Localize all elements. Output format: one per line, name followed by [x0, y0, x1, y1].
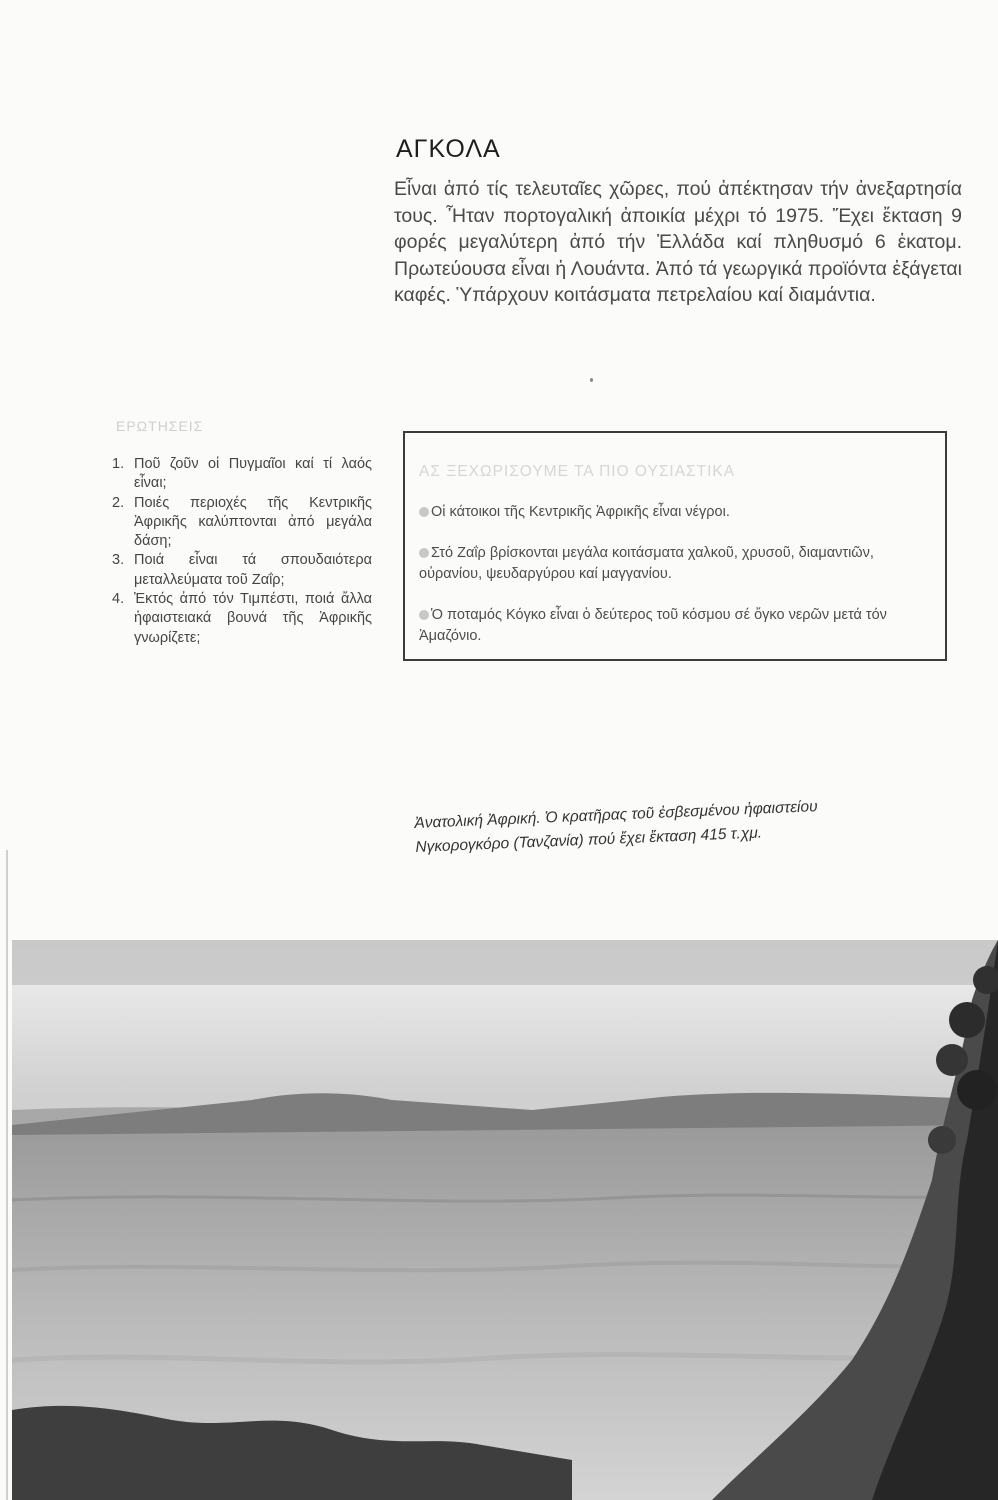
question-number: 2. — [112, 494, 125, 511]
questions-heading: ΕΡΩΤΗΣΕΙΣ — [116, 418, 204, 434]
summary-item — [419, 605, 939, 647]
question-item — [112, 494, 372, 552]
summary-box — [403, 431, 947, 661]
question-number: 4. — [112, 591, 125, 608]
question-text: Ποιά εἶναι τά σπουδαιότερα μεταλλεύματα τοῦ Ζαΐρ; — [134, 552, 372, 588]
questions-list — [112, 455, 372, 648]
photo-caption — [414, 790, 946, 860]
question-number: 1. — [112, 456, 125, 472]
question-text: Ἐκτός ἀπό τόν Τιμπέστι, ποιά ἄλλα ἡφαιστειακά βουνά τῆς Ἀφρικῆς γνωρίζετε; — [134, 591, 372, 646]
summary-item-text: Στό Ζαΐρ βρίσκονται μεγάλα κοιτάσματα χαλκοῦ, χρυσοῦ, διαμαντιῶν, οὐρανίου, ψευδαργύρου καί μαγγανίου. — [419, 545, 874, 582]
photo-graphic — [12, 940, 998, 1500]
question-item — [112, 590, 372, 648]
bullet-icon — [419, 507, 429, 517]
summary-item-text: Ὁ ποταμός Κόγκο εἶναι ὁ δεύτερος τοῦ κόσμου σέ ὄγκο νερῶν μετά τόν Ἀμαζόνιο. — [419, 607, 887, 644]
summary-item-text: Οἱ κάτοικοι τῆς Κεντρικῆς Ἀφρικῆς εἶναι νέγροι. — [431, 504, 730, 520]
question-text: Ποιές περιοχές τῆς Κεντρικῆς Ἀφρικῆς καλύπτονται ἀπό μεγάλα δάση; — [134, 494, 372, 550]
caption-line: Νγκορογκόρο (Τανζανία) πού ἔχει ἔκταση 415 τ.χμ. — [415, 824, 763, 856]
question-text: Ποῦ ζοῦν οἱ Πυγμαῖοι καί τί λαός εἶναι; — [134, 456, 372, 492]
summary-heading: ΑΣ ΞΕΧΩΡΙΣΟΥΜΕ ΤΑ ΠΙΟ ΟΥΣΙΑΣΤΙΚΑ — [419, 463, 736, 480]
crater-landscape-photo — [12, 940, 998, 1500]
question-number: 3. — [112, 552, 125, 569]
page-edge-shadow — [6, 850, 8, 1500]
print-speck — [590, 378, 593, 382]
bullet-icon — [419, 548, 429, 558]
caption-line: Ἀνατολική Ἀφρική. Ὁ κρατῆρας τοῦ ἐσβεσμένου ἡφαιστείου — [414, 798, 818, 832]
summary-item — [419, 502, 939, 523]
page-title: ΑΓΚΟΛΑ — [396, 134, 501, 163]
summary-item — [419, 543, 939, 585]
intro-paragraph: Εἶναι ἀπό τίς τελευταῖες χῶρες, πού ἀπέκτησαν τήν ἀνεξαρτησία τους. Ἦταν πορτογαλική ἀποικία μέχρι τό 1975. Ἔχει ἔκταση 9 φορές μεγαλύτερη ἀπό τήν Ἑλλάδα καί πληθυσμό 6 ἑκατομ. Πρωτεύουσα εἶναι ἡ Λουάντα. Ἀπό τά γεωργικά προϊόντα ἐξάγεται καφές. Ὑπάρχουν κοιτάσματα πετρελαίου καί διαμάντια. — [394, 178, 962, 306]
question-item — [112, 455, 372, 494]
question-item — [112, 551, 372, 590]
bullet-icon — [419, 610, 429, 620]
